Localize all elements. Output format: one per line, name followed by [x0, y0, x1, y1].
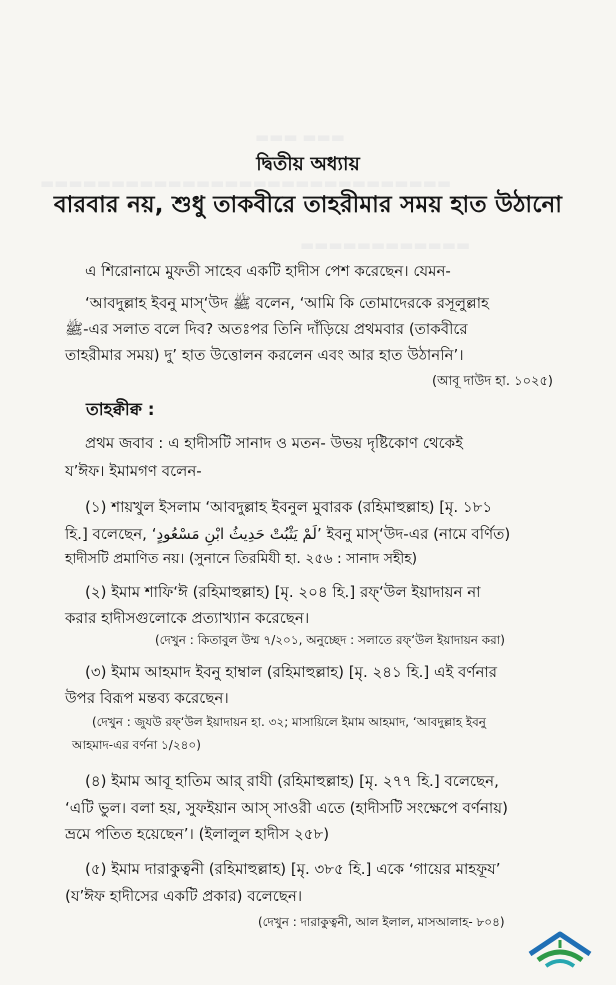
first-answer-line: য’ঈফ। ইমামগণ বলেন-: [65, 462, 202, 480]
item-1-line: হাদীসটি প্রমাণিত নয়। (সুনানে তিরমিযী হা. ২৫৬ : সানাদ সহীহ): [65, 551, 418, 567]
item-1-line: (১) শায়খুল ইসলাম ‘আবদুল্লাহ ইবনুল মুবারক (রহিমাহুল্লাহ) [মৃ. ১৮১: [85, 498, 493, 516]
tahqiq-heading: তাহক্বীক্ব :: [86, 400, 155, 420]
item-4-line: ‘এটি ভুল। বলা হয়, সুফইয়ান আস্ সাওরী এতে (হাদীসটি সংক্ষেপে বর্ণনায়): [65, 799, 508, 817]
item-3-line: (৩) ইমাম আহমাদ ইবনু হাম্বাল (রহিমাহুল্লাহ) [মৃ. ২৪১ হি.] এই বর্ণনার: [85, 663, 498, 681]
item-5-line: (৫) ইমাম দারাকুত্বনী (রহিমাহুল্লাহ) [মৃ. ৩৮৫ হি.] একে ‘গায়ের মাহফূয’: [85, 860, 501, 878]
bleed-through-texture: ▬▬▬ ▬▬▬: [255, 128, 345, 146]
item-4-line: (৪) ইমাম আবূ হাতিম আর্ রাযী (রহিমাহুল্লাহ) [মৃ. ২৭৭ হি.] বলেছেন,: [85, 772, 499, 790]
intro-line: তাহরীমার সময়) দু’ হাত উত্তোলন করলেন এবং আর হাত উঠাননি’।: [65, 346, 464, 364]
section-title: বারবার নয়, শুধু তাকবীরে তাহরীমার সময় হাত উঠানো: [53, 192, 563, 218]
item-1-line: হি.] বলেছেন, ‘لَمْ يَثْبُتْ حَدِيثُ ابْنِ مَسْعُودٍ’ ইবনু মাস্‘উদ-এর (নামে বর্ণিত): [65, 525, 511, 543]
bleed-through-texture: ▬▬▬▬▬▬▬▬▬▬▬▬: [300, 236, 471, 254]
first-answer-line: প্রথম জবাব : এ হাদীসটি সানাদ ও মতন- উভয় দৃষ্টিকোণ থেকেই: [85, 434, 463, 452]
intro-line: ﷺ-এর সলাত বলে দিব? অতঃপর তিনি দাঁড়িয়ে প্রথমবার (তাকবীরে: [65, 320, 468, 338]
item-4-line: ভ্রমে পতিত হয়েছেন’। (ইলালুল হাদীস ২৫৮): [65, 825, 330, 843]
bleed-through-texture: ▬▬▬▬▬▬▬▬▬▬▬▬▬▬▬▬▬▬▬▬▬▬▬▬▬▬▬▬▬: [40, 174, 451, 192]
item-3-line: উপর বিরূপ মন্তব্য করেছেন।: [65, 689, 229, 707]
intro-citation: (আবূ দাউদ হা. ১০২৫): [432, 374, 554, 389]
intro-line: ‘আবদুল্লাহ ইবনু মাস্‘উদ ﷺ বলেন, ‘আমি কি তোমাদেরকে রসূলুল্লাহ: [85, 294, 489, 312]
item-2-citation: (দেখুন : কিতাবুল উম্ম ৭/২০১, অনুচ্ছেদ : সলাতে রফ্‘উল ইয়াদায়ন করা): [155, 633, 505, 647]
item-3-citation: (দেখুন : জুযউ রফ্‘উল ইয়াদায়ন হা. ৩২; মাসায়িলে ইমাম আহমাদ, ‘আবদুল্লাহ ইবনু: [92, 715, 486, 729]
item-3-citation: আহমাদ-এর বর্ণনা ১/২৪০): [72, 738, 201, 752]
chapter-heading: দ্বিতীয় অধ্যায়: [256, 153, 360, 175]
item-2-line: করার হাদীসগুলোকে প্রত্যাখ্যান করেছেন।: [65, 609, 310, 627]
item-2-line: (২) ইমাম শাফি‘ঈ (রহিমাহুল্লাহ) [মৃ. ২০৪ হি.] রফ্‘উল ইয়াদায়ন না: [85, 583, 481, 601]
intro-line: এ শিরোনামে মুফতী সাহেব একটি হাদীস পেশ করেছেন। যেমন-: [85, 262, 451, 280]
publisher-logo: [520, 918, 600, 978]
item-5-line: (য’ঈফ হাদীসের একটি প্রকার) বলেছেন।: [65, 887, 303, 905]
item-5-citation: (দেখুন : দারাকুত্বনী, আল ইলাল, মাসআলাহ- ৮০৪): [258, 915, 505, 929]
